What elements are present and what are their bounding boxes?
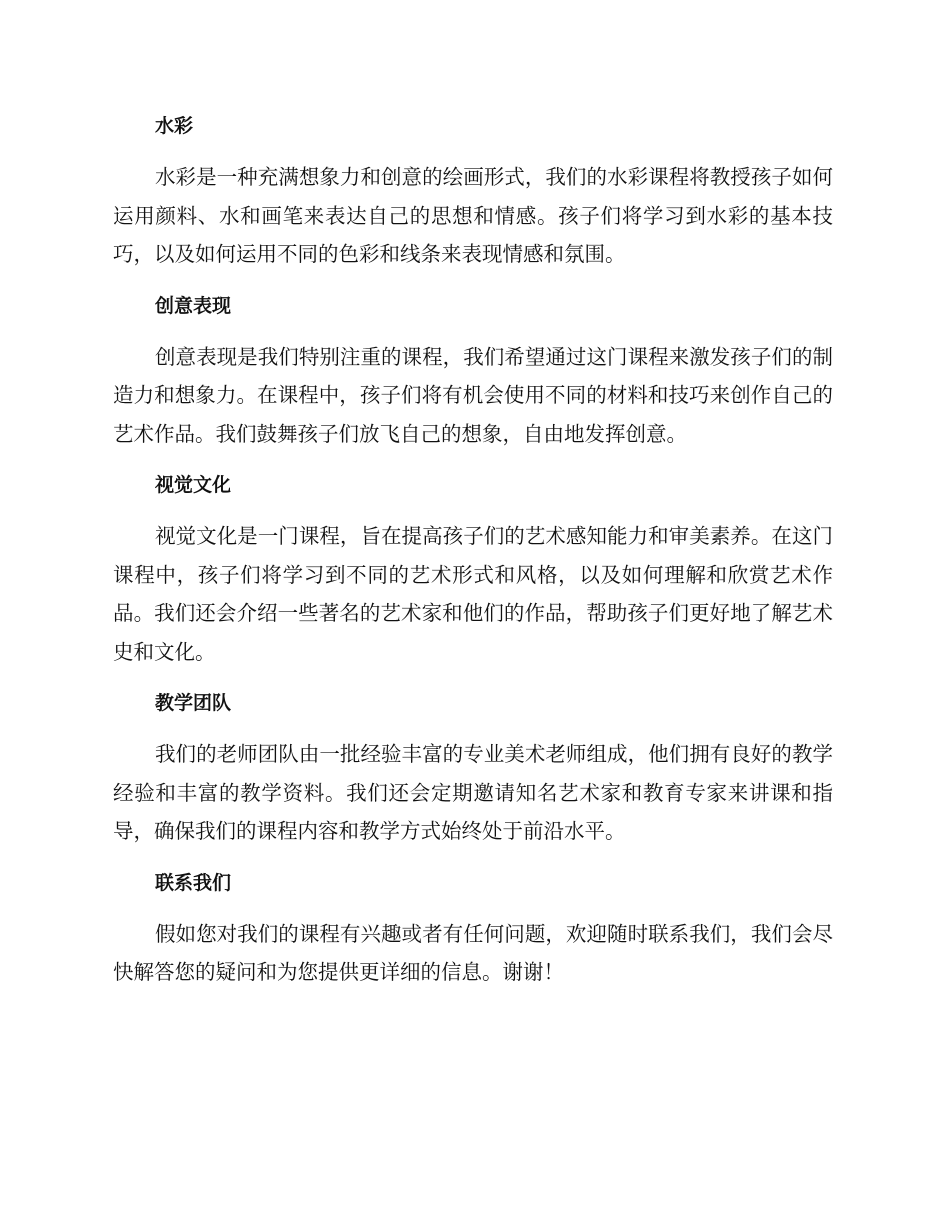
section-paragraph: 视觉文化是一门课程，旨在提高孩子们的艺术感知能力和审美素养。在这门课程中，孩子们将学习到不同的艺术形式和风格，以及如何理解和欣赏艺术作品。我们还会介绍一些著名的艺术家和他们的作品，帮助孩子们更好地了解艺术史和文化。 — [113, 524, 833, 664]
section-visual-culture — [113, 467, 833, 671]
section-paragraph: 假如您对我们的课程有兴趣或者有任何问题，欢迎随时联系我们，我们会尽快解答您的疑问和为您提供更详细的信息。谢谢！ — [113, 921, 833, 984]
section-paragraph: 我们的老师团队由一批经验丰富的专业美术老师组成，他们拥有良好的教学经验和丰富的教学资料。我们还会定期邀请知名艺术家和教育专家来讲课和指导，确保我们的课程内容和教学方式始终处于前沿水平。 — [113, 742, 833, 843]
section-heading: 联系我们 — [155, 871, 232, 894]
section-paragraph: 水彩是一种充满想象力和创意的绘画形式，我们的水彩课程将教授孩子如何运用颜料、水和画笔来表达自己的思想和情感。孩子们将学习到水彩的基本技巧，以及如何运用不同的色彩和线条来表现情感和氛围。 — [113, 165, 833, 266]
section-teaching-team — [113, 685, 833, 851]
section-watercolor — [113, 108, 833, 274]
section-heading: 水彩 — [155, 115, 194, 137]
document-page — [113, 108, 833, 1006]
section-creative-expression — [113, 288, 833, 454]
section-paragraph: 创意表现是我们特别注重的课程，我们希望通过这门课程来激发孩子们的制造力和想象力。在课程中，孩子们将有机会使用不同的材料和技巧来创作自己的艺术作品。我们鼓舞孩子们放飞自己的想象，自由地发挥创意。 — [113, 344, 833, 446]
section-contact-us — [113, 865, 833, 992]
section-heading: 创意表现 — [155, 294, 232, 317]
section-heading: 视觉文化 — [155, 474, 232, 496]
section-heading: 教学团队 — [155, 692, 232, 714]
